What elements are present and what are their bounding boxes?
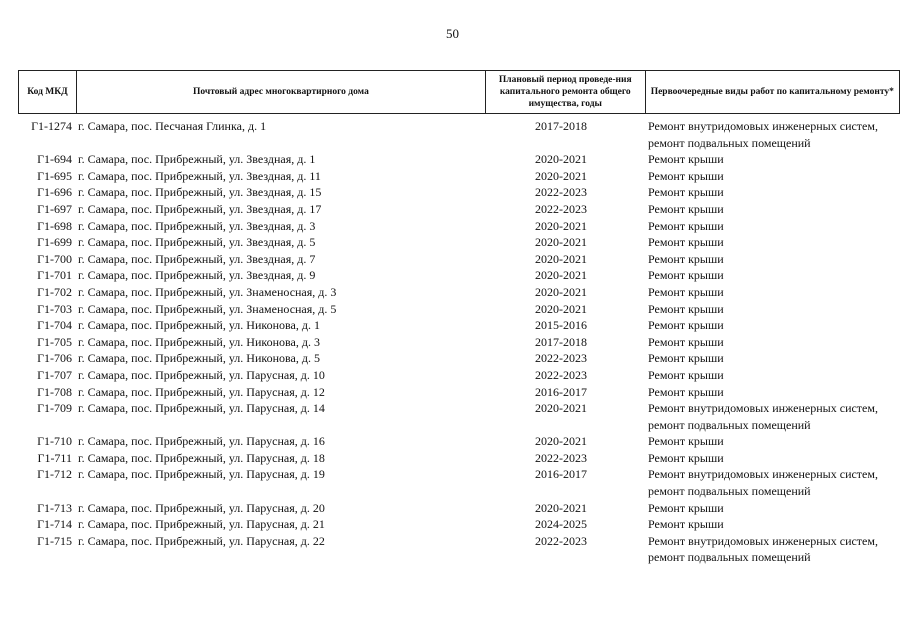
row-code: Г1-713	[37, 500, 72, 515]
row-works: Ремонт внутридомовых инженерных систем, ремонт подвальных помещений	[648, 119, 878, 150]
table-row	[18, 267, 900, 284]
row-period: 2020-2021	[535, 168, 587, 183]
row-works: Ремонт крыши	[648, 450, 724, 465]
table-row	[18, 218, 900, 235]
table-row	[18, 201, 900, 218]
row-address: г. Самара, пос. Прибрежный, ул. Парусная, д. 10	[78, 367, 325, 382]
row-code: Г1-1274	[31, 119, 72, 133]
row-works: Ремонт крыши	[648, 384, 724, 399]
row-address: г. Самара, пос. Прибрежный, ул. Звездная, д. 9	[78, 268, 316, 283]
row-address: г. Самара, пос. Прибрежный, ул. Никонова, д. 1	[78, 318, 320, 333]
row-address: г. Самара, пос. Прибрежный, ул. Парусная, д. 16	[78, 434, 325, 449]
row-period: 2016-2017	[535, 467, 587, 482]
row-period: 2022-2023	[535, 185, 587, 200]
table-body	[18, 118, 900, 566]
row-period: 2022-2023	[535, 201, 587, 216]
row-address: г. Самара, пос. Прибрежный, ул. Звездная, д. 15	[78, 185, 322, 200]
row-works: Ремонт крыши	[648, 152, 724, 167]
table-row	[18, 301, 900, 318]
row-works: Ремонт крыши	[648, 218, 724, 233]
row-address: г. Самара, пос. Песчаная Глинка, д. 1	[78, 119, 267, 133]
row-period: 2020-2021	[535, 235, 587, 250]
row-code: Г1-706	[37, 351, 72, 366]
row-code: Г1-702	[37, 284, 72, 299]
row-address: г. Самара, пос. Прибрежный, ул. Знаменосная, д. 5	[78, 301, 337, 316]
row-works: Ремонт крыши	[648, 351, 724, 366]
row-code: Г1-703	[37, 301, 72, 316]
table-row	[18, 516, 900, 533]
row-code: Г1-705	[37, 334, 72, 349]
row-works: Ремонт крыши	[648, 284, 724, 299]
row-period: 2016-2017	[535, 384, 587, 399]
row-works: Ремонт внутридомовых инженерных систем, ремонт подвальных помещений	[648, 533, 878, 565]
row-address: г. Самара, пос. Прибрежный, ул. Парусная, д. 19	[78, 467, 325, 482]
row-code: Г1-700	[37, 251, 72, 266]
table-row	[18, 317, 900, 334]
row-works: Ремонт крыши	[648, 235, 724, 250]
table-row	[18, 384, 900, 401]
row-address: г. Самара, пос. Прибрежный, ул. Парусная, д. 21	[78, 517, 325, 532]
row-address: г. Самара, пос. Прибрежный, ул. Никонова, д. 3	[78, 334, 320, 349]
row-period: 2020-2021	[535, 434, 587, 449]
table-header	[18, 70, 900, 114]
table-row	[18, 118, 900, 151]
header-address: Почтовый адрес многоквартирного дома	[77, 71, 486, 113]
header-works: Первоочередные виды работ по капитальному ремонту*	[650, 87, 894, 97]
row-period: 2024-2025	[535, 517, 587, 532]
row-code: Г1-709	[37, 401, 72, 416]
row-address: г. Самара, пос. Прибрежный, ул. Парусная, д. 12	[78, 384, 325, 399]
table-row	[18, 400, 900, 433]
row-code: Г1-699	[37, 235, 72, 250]
table-row	[18, 466, 900, 499]
row-period: 2020-2021	[535, 251, 587, 266]
table-row	[18, 500, 900, 517]
row-code: Г1-710	[37, 434, 72, 449]
table-row	[18, 234, 900, 251]
row-address: г. Самара, пос. Прибрежный, ул. Парусная, д. 14	[78, 401, 325, 416]
table-row	[18, 284, 900, 301]
row-period: 2015-2016	[535, 318, 587, 333]
table-row	[18, 350, 900, 367]
header-code: Код МКД	[19, 71, 77, 113]
row-address: г. Самара, пос. Прибрежный, ул. Звездная, д. 17	[78, 201, 322, 216]
row-works: Ремонт внутридомовых инженерных систем, ремонт подвальных помещений	[648, 467, 878, 499]
row-works: Ремонт крыши	[648, 168, 724, 183]
row-code: Г1-711	[37, 450, 72, 465]
row-works: Ремонт крыши	[648, 367, 724, 382]
table-row	[18, 450, 900, 467]
row-address: г. Самара, пос. Прибрежный, ул. Никонова, д. 5	[78, 351, 320, 366]
row-works: Ремонт крыши	[648, 517, 724, 532]
page-number: 50	[446, 26, 459, 41]
row-works: Ремонт крыши	[648, 434, 724, 449]
table-row	[18, 367, 900, 384]
row-period: 2017-2018	[535, 334, 587, 349]
row-address: г. Самара, пос. Прибрежный, ул. Звездная, д. 11	[78, 168, 321, 183]
row-period: 2020-2021	[535, 284, 587, 299]
row-code: Г1-694	[37, 152, 72, 167]
row-period: 2020-2021	[535, 301, 587, 316]
row-works: Ремонт крыши	[648, 301, 724, 316]
row-period: 2022-2023	[535, 367, 587, 382]
row-code: Г1-708	[37, 384, 72, 399]
row-works: Ремонт крыши	[648, 268, 724, 283]
table-row	[18, 184, 900, 201]
table-row	[18, 334, 900, 351]
row-code: Г1-714	[37, 517, 72, 532]
row-address: г. Самара, пос. Прибрежный, ул. Парусная, д. 18	[78, 450, 325, 465]
row-works: Ремонт крыши	[648, 185, 724, 200]
row-code: Г1-712	[37, 467, 72, 482]
row-address: г. Самара, пос. Прибрежный, ул. Знаменосная, д. 3	[78, 284, 337, 299]
table-row	[18, 433, 900, 450]
table-row	[18, 168, 900, 185]
row-code: Г1-701	[37, 268, 72, 283]
row-period: 2022-2023	[535, 533, 587, 548]
table-row	[18, 251, 900, 268]
table-row	[18, 151, 900, 168]
row-period: 2020-2021	[535, 218, 587, 233]
row-code: Г1-695	[37, 168, 72, 183]
table-row	[18, 533, 900, 566]
row-code: Г1-715	[37, 533, 72, 548]
row-works: Ремонт внутридомовых инженерных систем, ремонт подвальных помещений	[648, 401, 878, 432]
row-period: 2017-2018	[535, 119, 587, 133]
row-works: Ремонт крыши	[648, 318, 724, 333]
row-period: 2020-2021	[535, 500, 587, 515]
row-period: 2022-2023	[535, 450, 587, 465]
row-works: Ремонт крыши	[648, 500, 724, 515]
row-address: г. Самара, пос. Прибрежный, ул. Звездная, д. 7	[78, 251, 316, 266]
row-address: г. Самара, пос. Прибрежный, ул. Парусная, д. 22	[78, 533, 325, 548]
row-address: г. Самара, пос. Прибрежный, ул. Парусная, д. 20	[78, 500, 325, 515]
row-address: г. Самара, пос. Прибрежный, ул. Звездная, д. 1	[78, 152, 316, 167]
row-works: Ремонт крыши	[648, 251, 724, 266]
row-works: Ремонт крыши	[648, 201, 724, 216]
row-code: Г1-696	[37, 185, 72, 200]
row-code: Г1-698	[37, 218, 72, 233]
row-address: г. Самара, пос. Прибрежный, ул. Звездная, д. 5	[78, 235, 316, 250]
row-period: 2022-2023	[535, 351, 587, 366]
row-works: Ремонт крыши	[648, 334, 724, 349]
row-code: Г1-704	[37, 318, 72, 333]
row-period: 2020-2021	[535, 152, 587, 167]
row-period: 2020-2021	[535, 268, 587, 283]
row-address: г. Самара, пос. Прибрежный, ул. Звездная, д. 3	[78, 218, 316, 233]
header-period: Плановый период проведе-ния капитального ремонта общего имущества, годы	[486, 71, 646, 113]
row-code: Г1-697	[37, 201, 72, 216]
row-period: 2020-2021	[535, 401, 587, 416]
row-code: Г1-707	[37, 367, 72, 382]
